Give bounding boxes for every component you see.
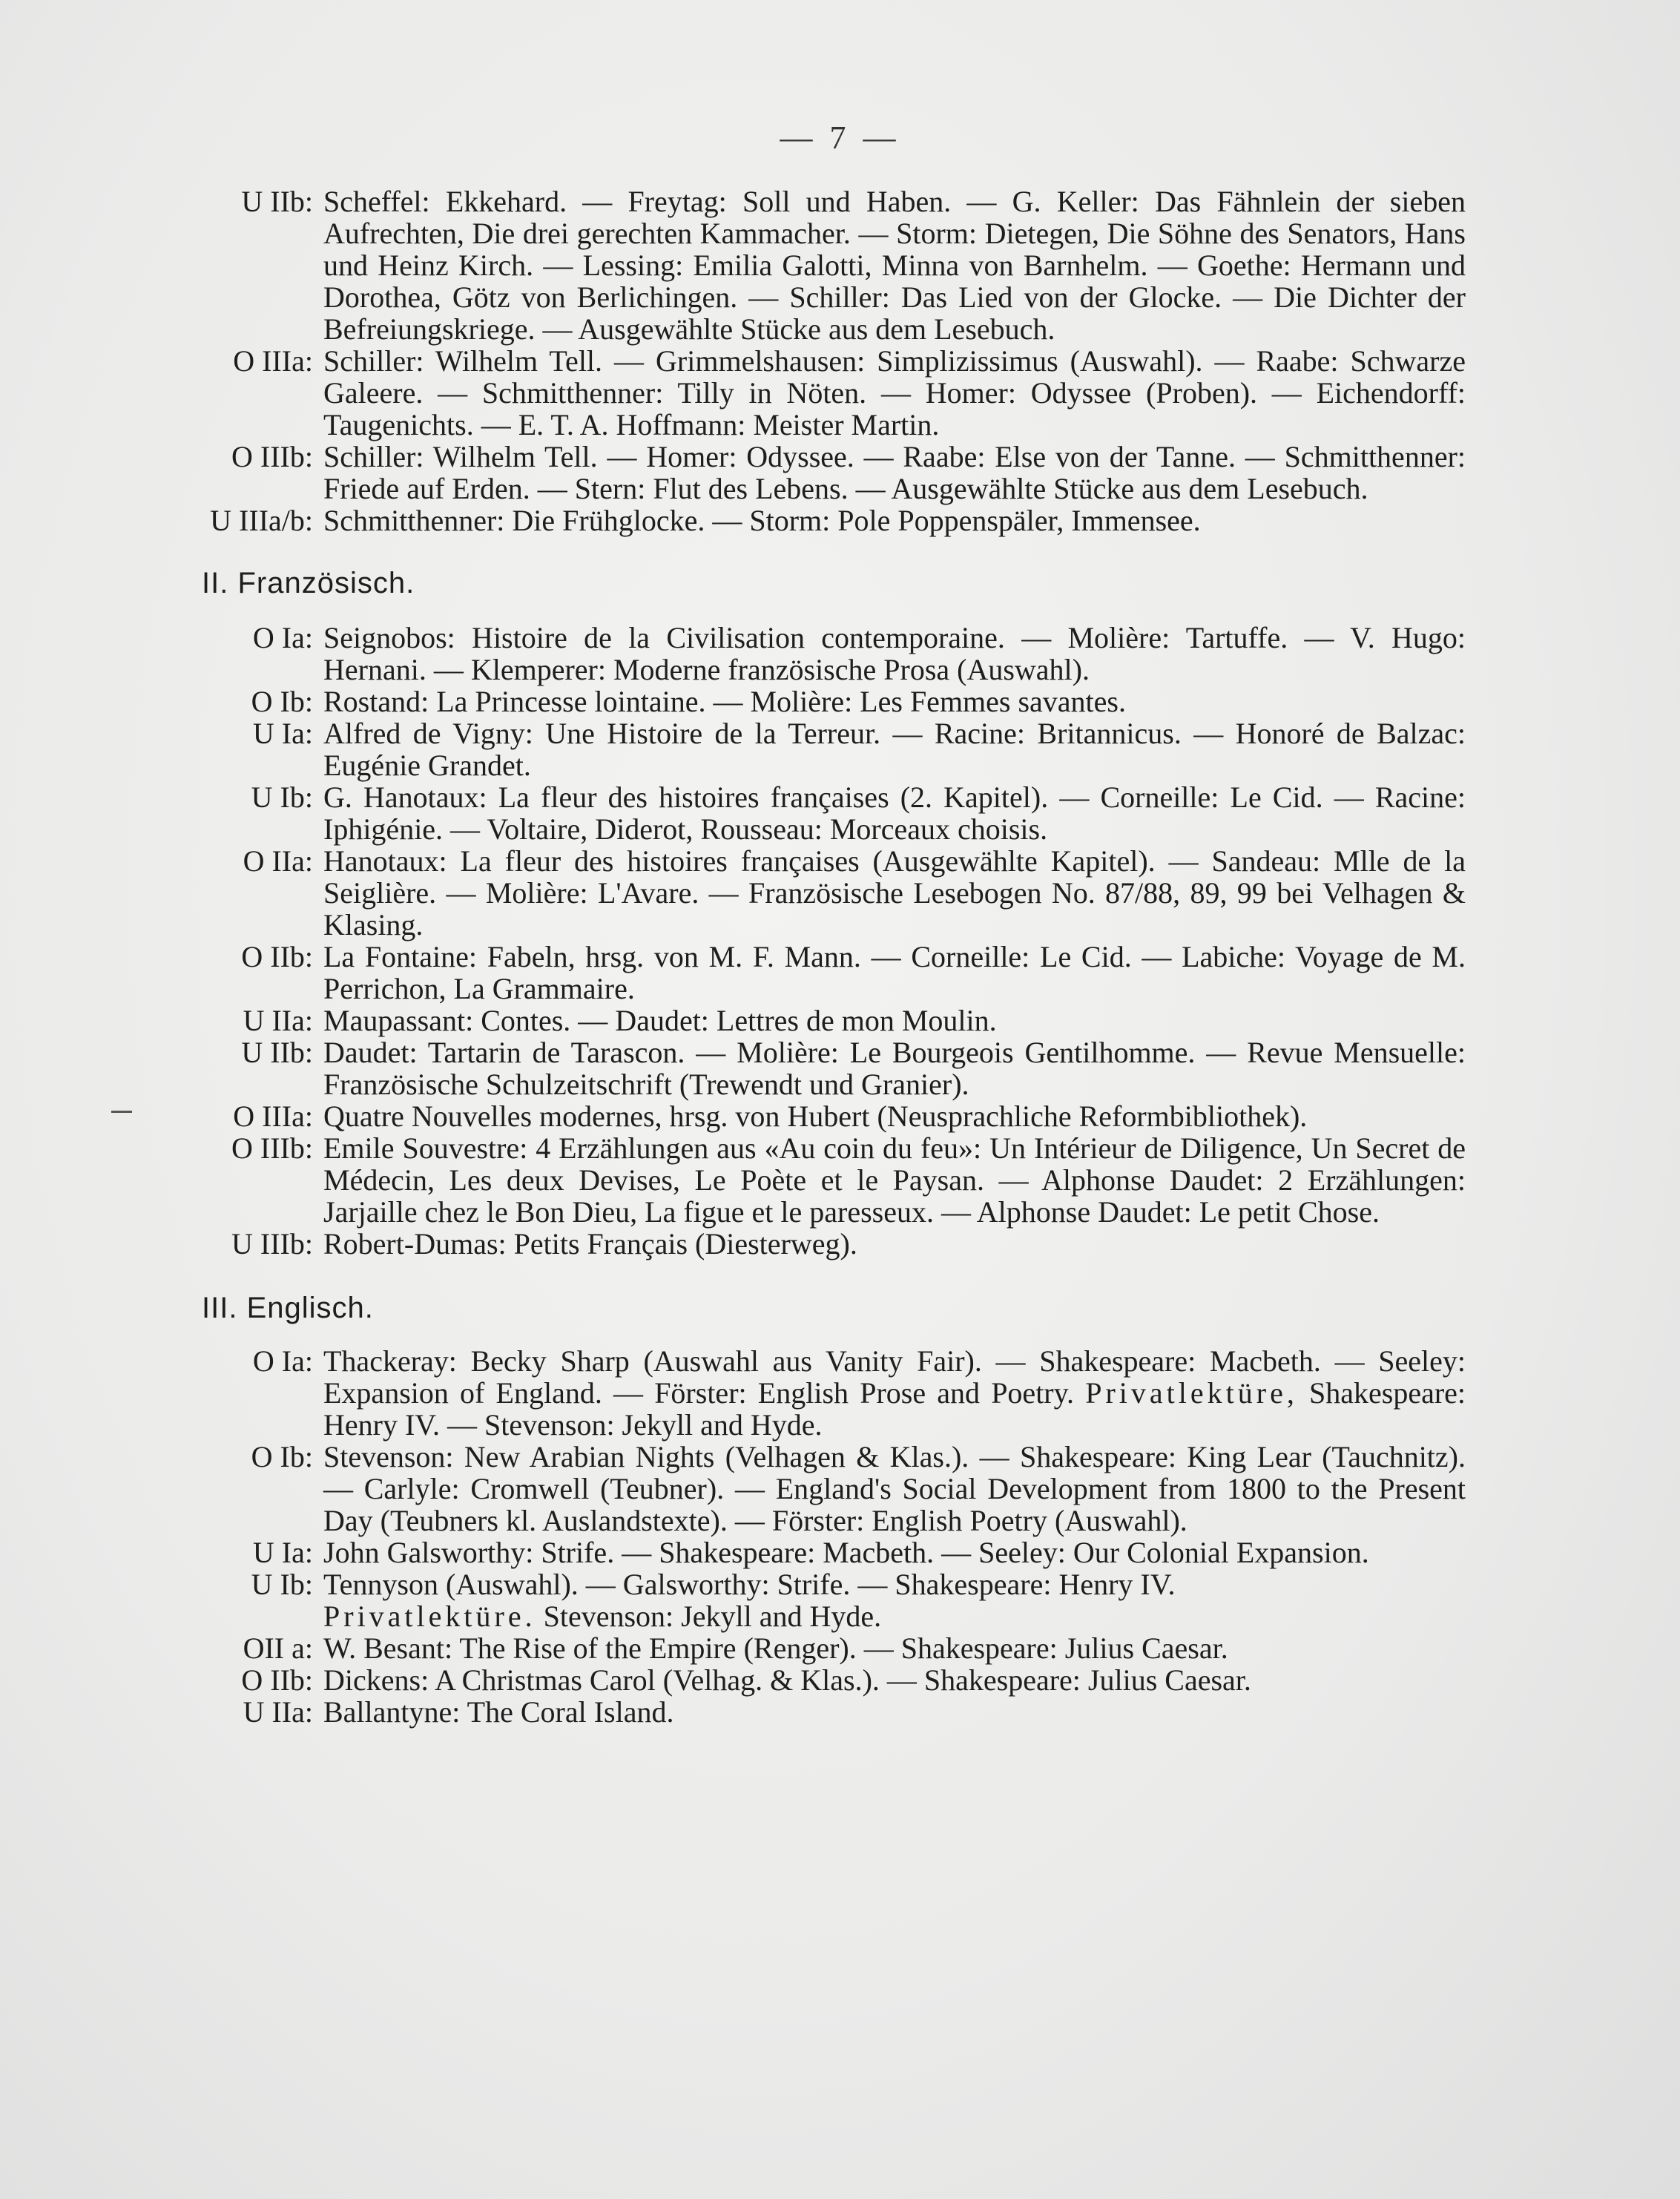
list-entry xyxy=(205,1345,1466,1441)
class-label: O IIIa: xyxy=(233,1100,313,1133)
list-entry xyxy=(205,1632,1466,1664)
private-reading-label: Privatlektüre, xyxy=(1085,1376,1298,1410)
margin-mark xyxy=(111,1111,132,1113)
entry-text xyxy=(323,1345,1466,1441)
list-entry xyxy=(205,686,1466,717)
list-entry xyxy=(205,1036,1466,1100)
entry-text: Alfred de Vigny: Une Histoire de la Terreur. — Racine: Britannicus. — Honoré de Balzac: Eugénie Grandet. xyxy=(323,717,1466,782)
class-label: O IIb: xyxy=(241,1663,313,1697)
private-reading-text: Stevenson: Jekyll and Hyde. xyxy=(543,1600,882,1633)
class-label: U Ia: xyxy=(252,717,313,750)
list-entry xyxy=(205,1132,1466,1228)
class-label: O Ia: xyxy=(252,1344,313,1378)
class-label: OII a: xyxy=(243,1631,313,1665)
reading-list xyxy=(202,185,1466,1729)
class-label: O IIIb: xyxy=(231,1131,313,1165)
list-entry xyxy=(205,1536,1466,1568)
entry-text: Dickens: A Christmas Carol (Velhag. & Klas.). — Shakespeare: Julius Caesar. xyxy=(323,1663,1251,1697)
class-label: U Ia: xyxy=(252,1536,313,1569)
entry-text: Ballantyne: The Coral Island. xyxy=(323,1695,674,1729)
entry-text: G. Hanotaux: La fleur des histoires françaises (2. Kapitel). — Corneille: Le Cid. — Racine: Iphigénie. — Voltaire, Diderot, Rousseau: Morceaux choisis. xyxy=(323,780,1466,846)
class-label: U IIa: xyxy=(243,1695,313,1729)
entry-text xyxy=(323,1568,1466,1632)
list-entry xyxy=(205,441,1466,504)
class-label: U Ib: xyxy=(251,780,313,814)
list-entry xyxy=(205,1568,1466,1632)
entry-text: Seignobos: Histoire de la Civilisation contemporaine. — Molière: Tartuffe. — V. Hugo: Hernani. — Klemperer: Moderne französische Prosa (Auswahl). xyxy=(323,621,1466,686)
class-label: O Ia: xyxy=(252,621,313,654)
class-label: U Ib: xyxy=(251,1568,313,1601)
class-label: O Ib: xyxy=(251,685,313,718)
class-label: U IIb: xyxy=(241,1036,313,1069)
entry-text: Schmitthenner: Die Frühglocke. — Storm: Pole Poppenspäler, Immensee. xyxy=(323,504,1201,537)
german-section xyxy=(205,185,1466,536)
entry-text: Quatre Nouvelles modernes, hrsg. von Hubert (Neusprachliche Reformbibliothek). xyxy=(323,1100,1308,1133)
entry-text: La Fontaine: Fabeln, hrsg. von M. F. Mann. — Corneille: Le Cid. — Labiche: Voyage de M. Perrichon, La Grammaire. xyxy=(323,940,1466,1005)
entry-text: Schiller: Wilhelm Tell. — Grimmelshausen: Simplizissimus (Auswahl). — Raabe: Schwarze Galeere. — Schmitthenner: Tilly in Nöten. — Homer: Odyssee (Proben). — Eichendorff: Taugenichts. — E. T. A. Hoffmann: Meister Martin. xyxy=(323,344,1466,441)
list-entry xyxy=(205,941,1466,1005)
list-entry xyxy=(205,845,1466,941)
entry-text: Stevenson: New Arabian Nights (Velhagen & Klas.). — Shakespeare: King Lear (Tauchnitz). — Carlyle: Cromwell (Teubner). — England's Social Development from 1800 to the Present Day (Teubners kl. Auslandstexte). — Förster: English Poetry (Auswahl). xyxy=(323,1440,1466,1537)
list-entry xyxy=(205,504,1466,536)
list-entry xyxy=(205,1100,1466,1132)
list-entry xyxy=(205,1664,1466,1696)
entry-text-main: Tennyson (Auswahl). — Galsworthy: Strife. — Shakespeare: Henry IV. xyxy=(323,1568,1176,1601)
class-label: U IIIb: xyxy=(231,1227,313,1260)
entry-text: Scheffel: Ekkehard. — Freytag: Soll und Haben. — G. Keller: Das Fähnlein der sieben Aufrechten, Die drei gerechten Kammacher. — Storm: Dietegen, Die Söhne des Senators, Hans und Heinz Kirch. — Lessing: Emilia Galotti, Minna von Barnhelm. — Goethe: Hermann und Dorothea, Götz von Berlichingen. — Schiller: Das Lied von der Glocke. — Die Dichter der Befreiungskriege. — Ausgewählte Stücke aus dem Lesebuch. xyxy=(323,185,1466,346)
entry-text: John Galsworthy: Strife. — Shakespeare: Macbeth. — Seeley: Our Colonial Expansion. xyxy=(323,1536,1369,1569)
class-label: U IIb: xyxy=(241,185,313,218)
entry-text: Maupassant: Contes. — Daudet: Lettres de mon Moulin. xyxy=(323,1004,997,1037)
class-label: O IIIb: xyxy=(231,440,313,473)
list-entry xyxy=(205,717,1466,781)
entry-text: Emile Souvestre: 4 Erzählungen aus «Au coin du feu»: Un Intérieur de Diligence, Un Secret de Médecin, Les deux Devises, Le Poète et le Paysan. — Alphonse Daudet: 2 Erzählungen: Jarjaille chez le Bon Dieu, La figue et le paresseux. — Alphonse Daudet: Le petit Chose. xyxy=(323,1131,1466,1229)
class-label: U IIIa/b: xyxy=(210,504,313,537)
class-label: O IIa: xyxy=(243,844,313,878)
list-entry xyxy=(205,1441,1466,1536)
page-number: — 7 — xyxy=(780,119,900,156)
entry-text: Robert-Dumas: Petits Français (Diesterweg). xyxy=(323,1227,857,1260)
class-label: O Ib: xyxy=(251,1440,313,1473)
class-label: U IIa: xyxy=(243,1004,313,1037)
entry-text: Schiller: Wilhelm Tell. — Homer: Odyssee. — Raabe: Else von der Tanne. — Schmitthenner: Friede auf Erden. — Stern: Flut des Lebens. — Ausgewählte Stücke aus dem Lesebuch. xyxy=(323,440,1466,505)
list-entry xyxy=(205,185,1466,345)
entry-text: Daudet: Tartarin de Tarascon. — Molière: Le Bourgeois Gentilhomme. — Revue Mensuelle: Französische Schulzeitschrift (Trewendt und Granier). xyxy=(323,1036,1466,1101)
entry-text: W. Besant: The Rise of the Empire (Renger). — Shakespeare: Julius Caesar. xyxy=(323,1631,1228,1665)
english-section xyxy=(205,1345,1466,1728)
class-label: O IIIa: xyxy=(233,344,313,378)
list-entry xyxy=(205,1005,1466,1036)
list-entry xyxy=(205,1696,1466,1728)
list-entry xyxy=(205,781,1466,845)
list-entry xyxy=(205,345,1466,441)
class-label: O IIb: xyxy=(241,940,313,973)
private-reading-text: Shakespeare: Henry IV. — Stevenson: Jekyll and Hyde. xyxy=(323,1376,1466,1442)
section-heading-english: III. Englisch. xyxy=(202,1292,374,1324)
list-entry xyxy=(205,622,1466,686)
entry-text: Rostand: La Princesse lointaine. — Molière: Les Femmes savantes. xyxy=(323,685,1126,718)
french-section xyxy=(205,622,1466,1260)
private-reading-label: Privatlektüre. xyxy=(323,1600,536,1633)
entry-text-main: Thackeray: Becky Sharp (Auswahl aus Vanity Fair). — Shakespeare: Macbeth. — Seeley: Expansion of England. — Förster: English Prose and Poetry. xyxy=(323,1344,1466,1410)
section-heading-french: II. Französisch. xyxy=(202,567,415,599)
entry-text: Hanotaux: La fleur des histoires françaises (Ausgewählte Kapitel). — Sandeau: Mlle de la Seiglière. — Molière: L'Avare. — Französische Lesebogen No. 87/88, 89, 99 bei Velhagen & Klasing. xyxy=(323,844,1466,941)
list-entry xyxy=(205,1228,1466,1260)
